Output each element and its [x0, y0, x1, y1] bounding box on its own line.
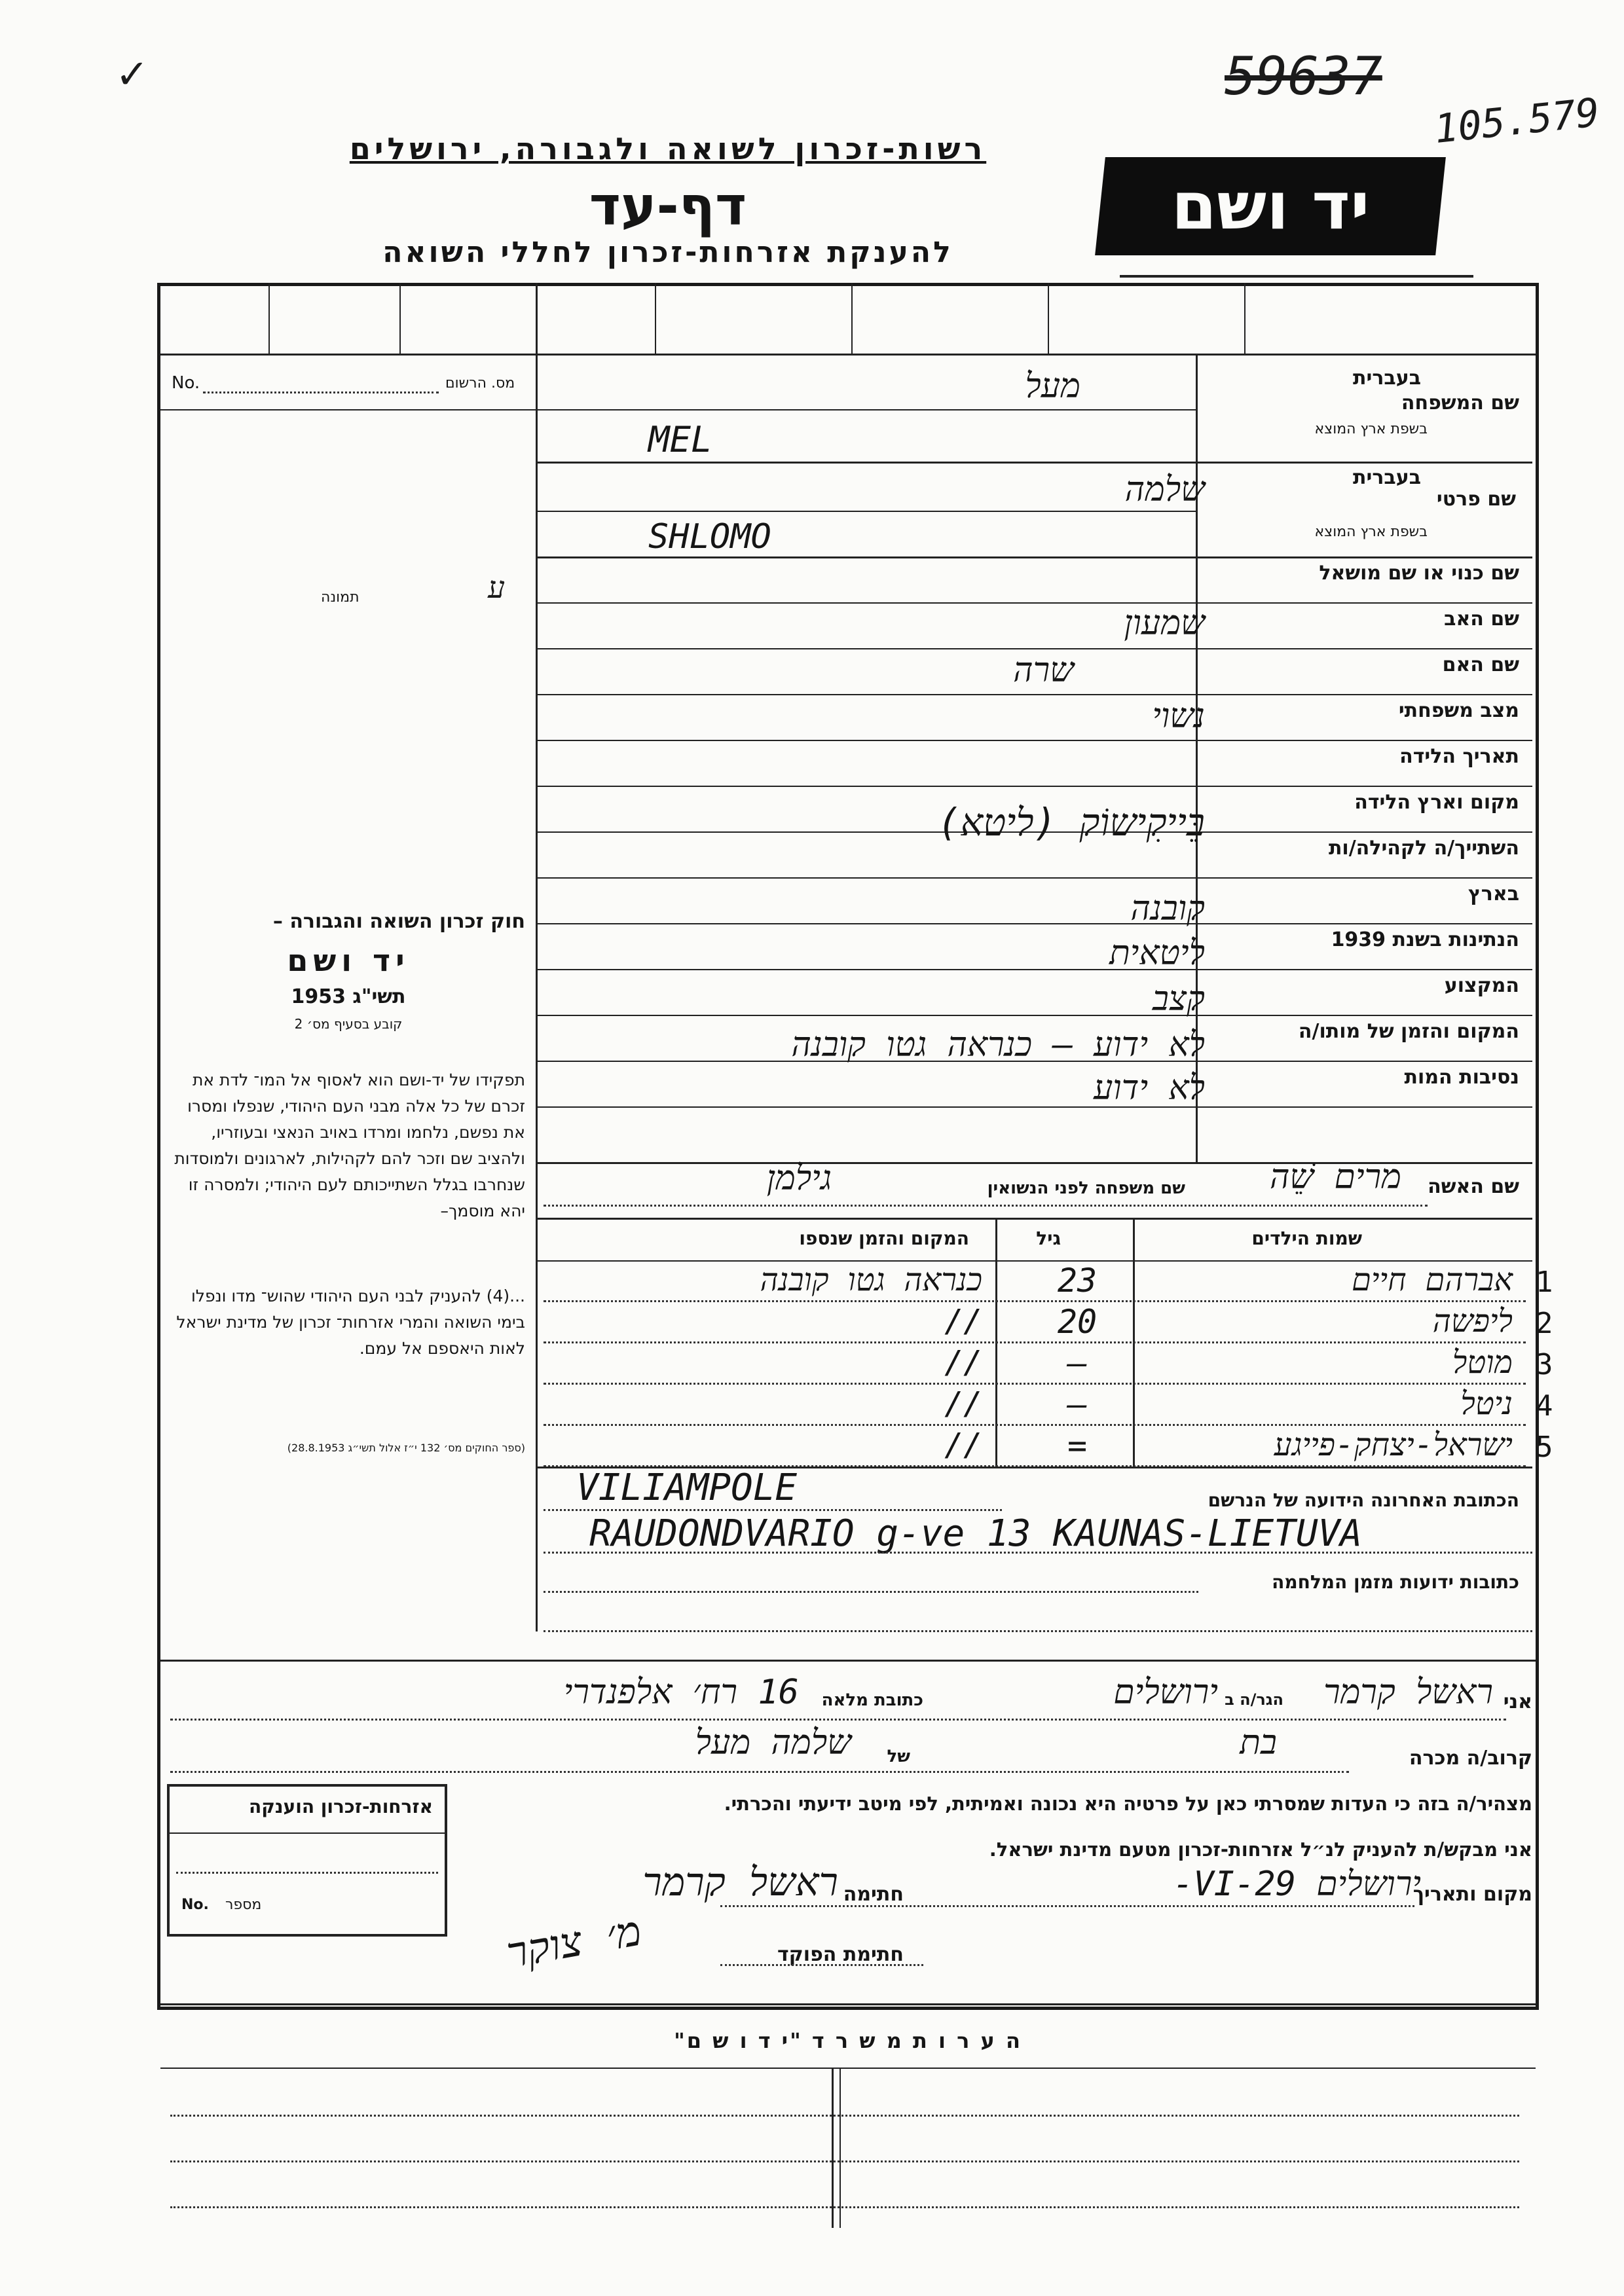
nickname-label: שם כנוי או שם מושאל [1319, 562, 1519, 585]
officer-signature: מ׳ צוקר [503, 1906, 645, 1978]
row-divider [536, 462, 1532, 464]
logo-text: יד ושם [1171, 168, 1370, 244]
law-clause: קובע בסעיף מס׳ 2 [294, 1016, 403, 1032]
wife-name-value: מרים שֵׁה [1269, 1157, 1401, 1197]
child-place: // [944, 1344, 982, 1381]
dotted-line [544, 1509, 1002, 1511]
of-label: של [887, 1747, 910, 1766]
address-line-2: RAUDONDVARIO g-ve 13 KAUNAS-LIETUVA [589, 1512, 1363, 1555]
child-number: 1 [1536, 1266, 1553, 1299]
law-reference: (ספר החוקים מס׳ 132 י״ז אלול תשי״ג 28.8.1953) [287, 1442, 525, 1454]
dotted-line [170, 2115, 1519, 2117]
child-name: ניטל [1460, 1385, 1513, 1422]
death-circumstances-label: נסיבות המות [1404, 1066, 1519, 1089]
row-divider [536, 648, 1532, 649]
grant-number-label: מספר [225, 1897, 262, 1913]
birth-place-label: מקום וארץ הלידה [1354, 791, 1519, 814]
dotted-line [170, 1719, 1506, 1721]
child-place: // [944, 1303, 982, 1339]
origin-lang-label: בשפת ארץ המוצא [1314, 421, 1428, 437]
dotted-line [544, 1591, 1198, 1593]
law-title: חוק זכרון השואה והגבורה – [272, 910, 525, 933]
last-address-label: הכתובת האחרונה הידועה של הנרשם [1208, 1489, 1519, 1511]
row-divider [536, 877, 1532, 879]
death-circumstances-value: לא ידוע [1093, 1068, 1205, 1108]
dotted-line [544, 1424, 1526, 1426]
header-rule [1120, 275, 1473, 278]
cell-divider [655, 283, 656, 354]
child-number: 2 [1536, 1307, 1553, 1340]
row-divider [160, 2003, 1536, 2005]
full-address-label: כתובת מלאה [821, 1690, 923, 1710]
registry-no: No. [172, 373, 200, 393]
cell-divider [399, 283, 401, 354]
birth-place-value: בֵּייקִישוֹק (ליטא) [937, 800, 1205, 845]
box-divider [170, 1832, 445, 1834]
child-name: ישראל-יצחק-פייגע [1274, 1427, 1513, 1463]
grant-number-latin: No. [181, 1897, 209, 1913]
row-divider [160, 2068, 1536, 2069]
row-divider [160, 1660, 1536, 1662]
cell-divider [1048, 283, 1049, 354]
declarant-city: ירושלים [1113, 1673, 1218, 1712]
dotted-line [176, 1872, 438, 1874]
row-divider [536, 511, 1197, 512]
dotted-line [544, 1300, 1526, 1302]
relation-value: בת [1240, 1723, 1277, 1762]
row-divider [536, 602, 1532, 604]
place-date-label: מקום ותאריך [1412, 1883, 1532, 1906]
community-value: קובנה [1130, 889, 1205, 928]
dotted-line [170, 2206, 1519, 2208]
resident-label: הגר/ה ב [1225, 1690, 1283, 1709]
child-age: 23 [1057, 1262, 1098, 1300]
citizenship-grant-box [167, 1784, 447, 1937]
signature-value: ראשל קרמר [642, 1859, 838, 1905]
country-label: בארץ [1467, 883, 1519, 905]
check-mark: ✓ [118, 46, 146, 100]
photo-label: תמונה [321, 589, 360, 606]
first-name-latin: SHLOMO [648, 517, 771, 556]
wife-name-label: שם האשה [1428, 1175, 1519, 1198]
form-title: דף-עד [589, 175, 747, 238]
child-place: כנראה גטו קובנה [760, 1262, 982, 1298]
child-number: 5 [1536, 1430, 1553, 1464]
row-divider [536, 1015, 1532, 1016]
dotted-line [720, 1964, 923, 1966]
cell-divider [1244, 283, 1246, 354]
father-name-label: שם האב [1444, 608, 1519, 630]
father-name-value: שמעון [1124, 604, 1205, 643]
in-hebrew-label: בעברית [1353, 367, 1421, 390]
child-number: 4 [1536, 1389, 1553, 1423]
row-divider [536, 694, 1532, 695]
column-divider [536, 283, 538, 1631]
children-names-header: שמות הילדים [1251, 1228, 1362, 1249]
family-name-latin: MEL [648, 419, 712, 460]
family-name-label: שם המשפחה [1401, 392, 1519, 414]
child-age: 20 [1057, 1303, 1098, 1341]
child-age: – [1067, 1344, 1088, 1382]
row-divider [536, 923, 1532, 924]
child-place: // [944, 1385, 982, 1422]
children-age-header: גיל [1036, 1228, 1061, 1249]
maiden-name-label: שם משפחה לפני הנשואין [987, 1178, 1185, 1198]
mother-name-value: שרה [1013, 651, 1074, 690]
child-name: ליפשה [1432, 1303, 1513, 1339]
cell-divider [268, 283, 270, 354]
photo-mark: ע [488, 570, 506, 605]
death-place-value: לא ידוע – כנראה גטו קובנה [791, 1025, 1205, 1065]
archive-number-new: 105.579 [1432, 89, 1602, 153]
signature-label: חתימה [843, 1883, 904, 1906]
child-age: – [1067, 1385, 1088, 1423]
death-place-label: המקום והזמן של מותו/ה [1298, 1020, 1519, 1043]
mother-name-label: שם האם [1442, 653, 1519, 676]
row-divider [160, 354, 1536, 355]
profession-label: המקצוע [1444, 974, 1519, 997]
row-divider [536, 969, 1532, 970]
law-name: יד ושם [287, 943, 410, 978]
declarant-i-label: אני [1503, 1690, 1532, 1713]
dotted-line [544, 1205, 1428, 1207]
relation-label: קרוב/ה מכרה [1409, 1747, 1532, 1770]
nationality-value: ליטאית [1109, 934, 1205, 973]
row-divider [536, 1106, 1532, 1108]
row-divider [536, 740, 1532, 741]
form-subtitle: להענקת אזרחות-זכרון לחללי השואה [382, 236, 953, 269]
cell-divider [851, 283, 853, 354]
row-divider [536, 409, 1197, 410]
first-name-label: שם פרטי [1436, 488, 1516, 511]
child-number: 3 [1536, 1348, 1553, 1381]
declaration-text: מצהיר/ה בזה כי העדות שמסרתי כאן על פרטיה היא נכונה ואמיתית, לפי מיטב ידיעתי והכרתי. [724, 1793, 1532, 1815]
profession-value: קצב [1152, 979, 1205, 1019]
dotted-line [544, 1552, 1532, 1554]
law-year: תשי"ג 1953 [291, 985, 406, 1008]
notes-column-divider [840, 2068, 841, 2228]
marital-status-value: נשוי [1152, 697, 1205, 736]
declarant-name: ראשל קרמר [1323, 1673, 1493, 1712]
of-value: שלמה מעל [695, 1723, 851, 1762]
first-name-hebrew: שלמה [1124, 470, 1205, 509]
grant-box-title: אזרחות-זכרון הוענקה [249, 1796, 433, 1817]
registry-line [203, 392, 439, 393]
birth-date-label: תאריך הלידה [1399, 745, 1519, 768]
row-divider [160, 409, 536, 410]
dotted-line [544, 1630, 1532, 1632]
child-name: מוטל [1452, 1344, 1513, 1381]
officer-signature-label: חתימת הפוקד [777, 1943, 904, 1966]
dotted-line [170, 2160, 1519, 2162]
dotted-line [544, 1341, 1526, 1343]
origin-lang-label: בשפת ארץ המוצא [1314, 524, 1428, 540]
maiden-name-value: גילמן [766, 1159, 832, 1198]
law-text-1: תפקידו של יד-ושם הוא לאסוף אל המו־ לדת את זכרם של כל אלה מבני העם היהודי, שנפלו ומסרו את נפשם, נלחמו ומרדו באויב הנאצי ובעוזריו, ולהציב שם וזכר להם לקהילות, לארגונים ולמוסדות שנחרבו בגלל השתייכותם לעם היהודי; ולמסרה זו יהא מוסמך– [174, 1070, 525, 1220]
request-text: אני מבקש/ת להעניק לנ״ל אזרחות-זכרון מטעם מדינת ישראל. [989, 1838, 1532, 1861]
archive-number-old: 59637 [1225, 46, 1382, 107]
address-line-1: VILIAMPOLE [576, 1467, 798, 1509]
law-text-2: ...(4) להעניק לבני העם היהודי שהוש־ מדו ונפלו בימי השואה והמרי אזרחות־ זכרון של מדינת ישראל לאות היאספם אל עמם. [176, 1286, 525, 1358]
family-name-hebrew: מעל [1025, 367, 1080, 406]
registry-label: מס. הרשום [445, 375, 515, 392]
office-notes-title: ה ע ר ו ת מ ש ר ד "י ד ו ש ם" [674, 2028, 1022, 2053]
dotted-line [720, 1905, 1414, 1907]
nationality-label: הנתינות בשנת 1939 [1331, 928, 1519, 951]
row-divider [536, 786, 1532, 787]
marital-status-label: מצב משפחתי [1398, 699, 1519, 722]
child-name: אברהם חיים [1351, 1262, 1513, 1298]
children-place-header: המקום והזמן שנספו [799, 1228, 969, 1249]
community-label: השתייך/ה לקהילה/ות [1328, 837, 1519, 860]
child-age: = [1067, 1427, 1088, 1465]
row-divider [536, 1218, 1532, 1220]
dotted-line [544, 1383, 1526, 1385]
authority-name: רשות-זכרון לשואה ולגבורה, ירושלים [349, 131, 987, 166]
dotted-line [170, 1771, 1349, 1773]
row-divider [536, 556, 1532, 558]
in-hebrew-label: בעברית [1353, 466, 1421, 489]
notes-column-divider [832, 2068, 834, 2228]
child-place: // [944, 1427, 982, 1463]
declarant-address: 16 רח׳ אלפנדרי [563, 1673, 799, 1712]
place-date-value: ירושלים 29-VI- [1173, 1865, 1421, 1904]
wartime-address-label: כתובות ידועות מזמן המלחמה [1272, 1571, 1519, 1593]
yad-vashem-logo [1095, 157, 1446, 255]
